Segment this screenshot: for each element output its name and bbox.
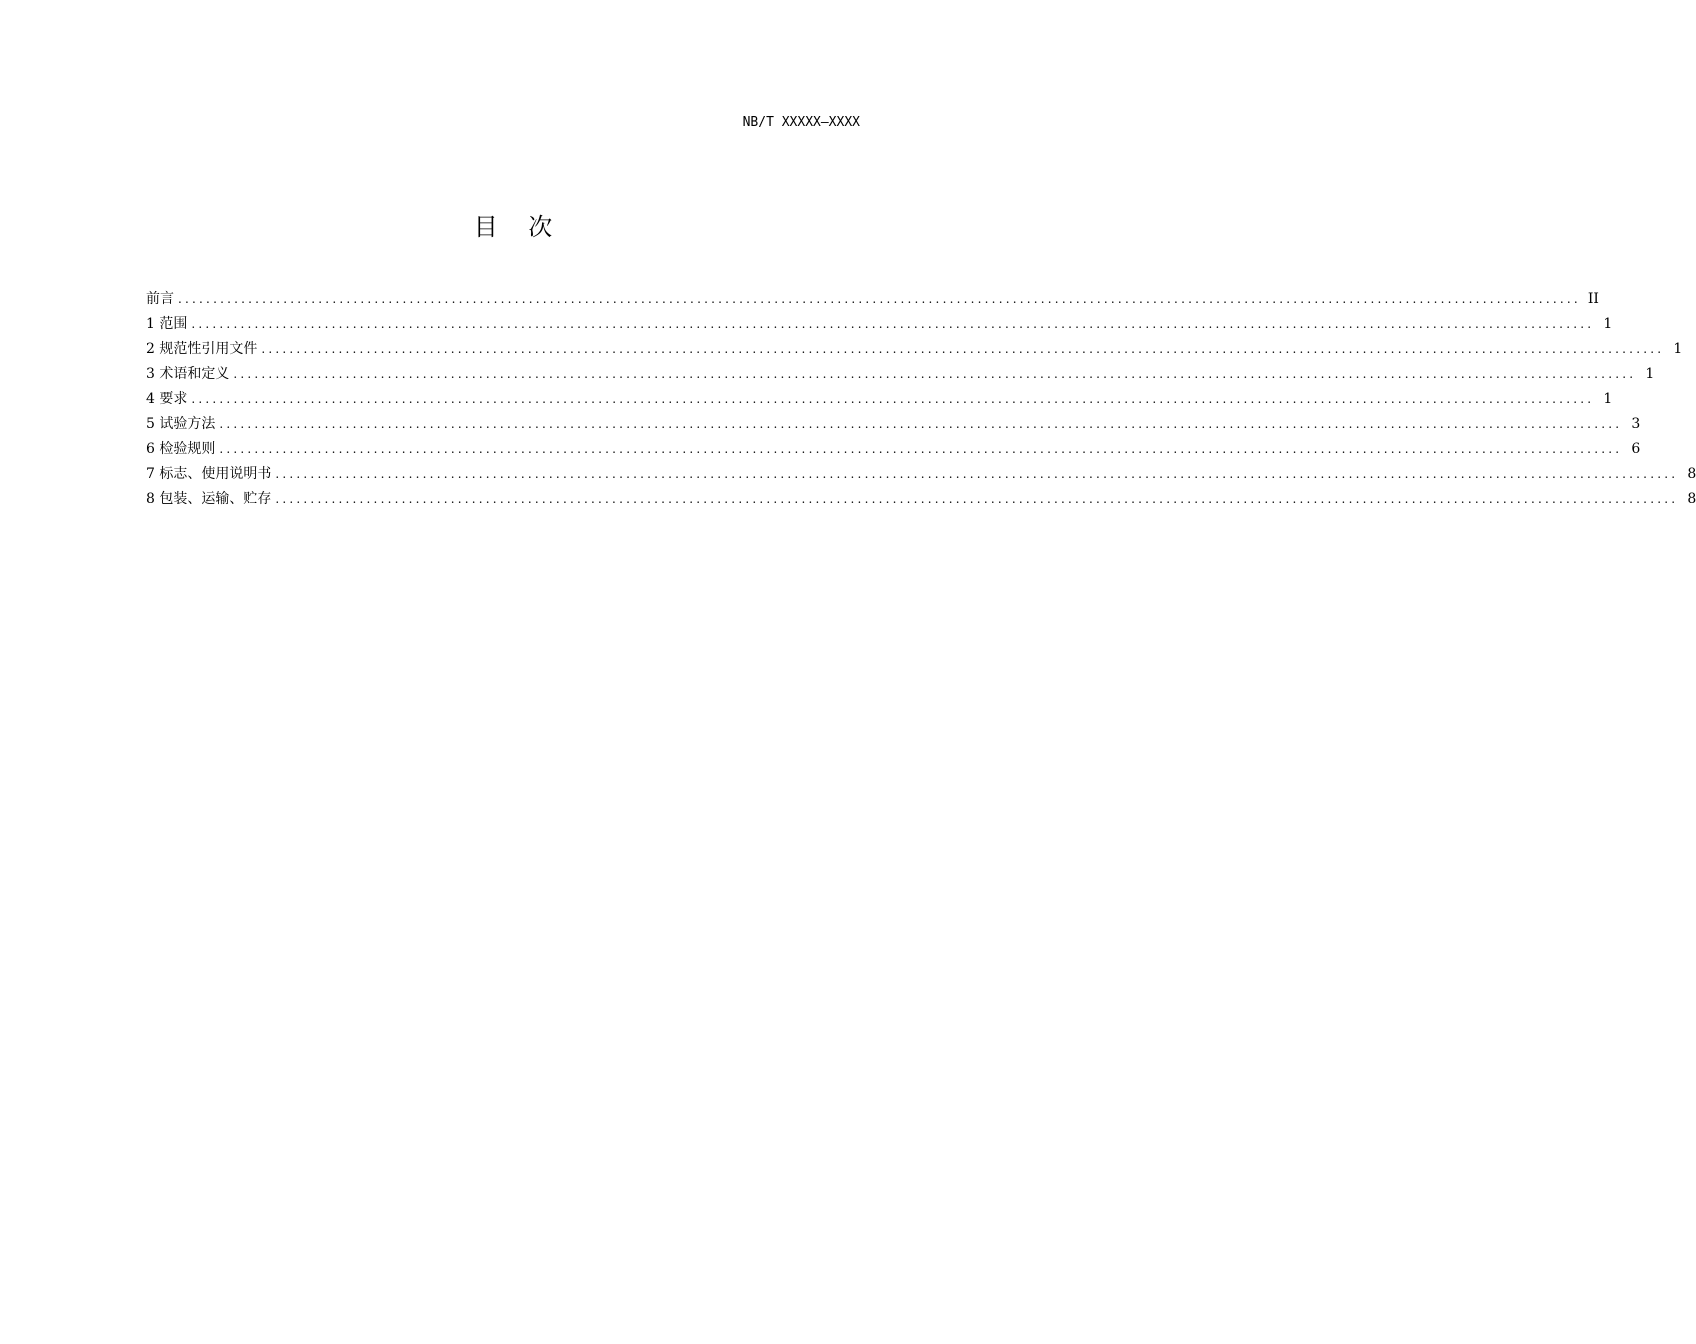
- toc-title: 目 次: [473, 213, 553, 241]
- toc-entry-label: 8 包装、运输、贮存: [146, 491, 272, 507]
- toc-dot-leader: ........................................................................................................................................................................................................: [233, 367, 1637, 381]
- toc-dot-leader: ........................................................................................................................................................................................................: [261, 342, 1665, 356]
- toc-entry-label: 1 范围: [146, 316, 188, 332]
- toc-entry-label: 2 规范性引用文件: [146, 341, 258, 357]
- toc-entry-page: 3: [1631, 416, 1641, 432]
- toc-entry-page: 8: [1687, 466, 1696, 482]
- table-of-contents: [146, 287, 1696, 512]
- toc-entry-label: 5 试验方法: [146, 416, 216, 432]
- toc-entry-page: II: [1587, 291, 1599, 307]
- toc-entry-page: 1: [1673, 341, 1683, 357]
- toc-entry-test-methods[interactable]: [146, 412, 1641, 437]
- toc-entry-label: 前言: [146, 291, 174, 307]
- toc-dot-leader: ........................................................................................................................................................................................................: [275, 467, 1679, 481]
- toc-entry-page: 1: [1603, 391, 1613, 407]
- toc-entry-normative-references[interactable]: [146, 337, 1683, 362]
- toc-entry-page: 6: [1631, 441, 1641, 457]
- toc-entry-label: 7 标志、使用说明书: [146, 466, 272, 482]
- toc-dot-leader: ........................................................................................................................................................................................................: [275, 492, 1679, 506]
- toc-entry-label: 6 检验规则: [146, 441, 216, 457]
- standard-code: NB/T XXXXX—XXXX: [742, 115, 860, 130]
- toc-dot-leader: ........................................................................................................................................................................................................: [178, 292, 1581, 306]
- toc-dot-leader: ........................................................................................................................................................................................................: [191, 317, 1595, 331]
- toc-entry-page: 1: [1603, 316, 1613, 332]
- toc-dot-leader: ........................................................................................................................................................................................................: [191, 392, 1595, 406]
- toc-entry-page: 8: [1687, 491, 1696, 507]
- toc-entry-foreword[interactable]: [146, 287, 1599, 312]
- toc-dot-leader: ........................................................................................................................................................................................................: [219, 417, 1623, 431]
- toc-dot-leader: ........................................................................................................................................................................................................: [219, 442, 1623, 456]
- toc-entry-requirements[interactable]: [146, 387, 1613, 412]
- toc-entry-label: 4 要求: [146, 391, 188, 407]
- toc-entry-label: 3 术语和定义: [146, 366, 230, 382]
- toc-entry-marking-instructions[interactable]: [146, 462, 1696, 487]
- toc-entry-packaging-transport-storage[interactable]: [146, 487, 1696, 512]
- toc-entry-inspection-rules[interactable]: [146, 437, 1641, 462]
- toc-entry-terms-definitions[interactable]: [146, 362, 1655, 387]
- toc-entry-page: 1: [1645, 366, 1655, 382]
- toc-entry-scope[interactable]: [146, 312, 1613, 337]
